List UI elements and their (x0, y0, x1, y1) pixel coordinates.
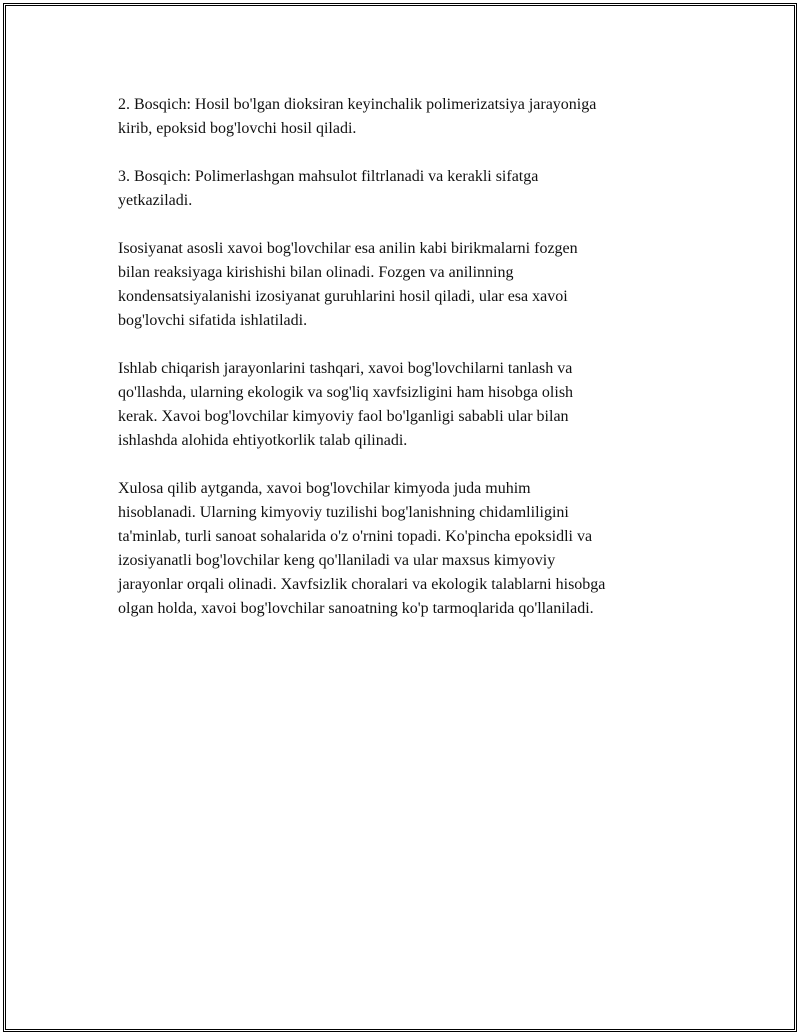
text-line: Isosiyanat asosli xavoi bog'lovchilar esa anilin kabi birikmalarni fozgen (118, 240, 578, 257)
paragraph-step-3 (118, 165, 678, 213)
text-line: olgan holda, xavoi bog'lovchilar sanoatning ko'p tarmoqlarida qo'llaniladi. (118, 600, 594, 617)
text-line: yetkaziladi. (118, 192, 193, 209)
document-body (118, 93, 678, 645)
paragraph-conclusion (118, 477, 678, 621)
text-line: hisoblanadi. Ularning kimyoviy tuzilishi bog'lanishning chidamliligini (118, 504, 569, 521)
text-line: qo'llashda, ularning ekologik va sog'liq xavfsizligini ham hisobga olish (118, 384, 574, 401)
text-line: 3. Bosqich: Polimerlashgan mahsulot filtrlanadi va kerakli sifatga (118, 168, 539, 185)
paragraph-isocyanate (118, 237, 678, 333)
text-line: 2. Bosqich: Hosil bo'lgan dioksiran keyinchalik polimerizatsiya jarayoniga (118, 96, 597, 113)
text-line: ishlashda alohida ehtiyotkorlik talab qilinadi. (118, 432, 408, 449)
text-line: izosiyanatli bog'lovchilar keng qo'llaniladi va ular maxsus kimyoviy (118, 552, 556, 569)
text-line: kirib, epoksid bog'lovchi hosil qiladi. (118, 120, 357, 137)
text-line: kondensatsiyalanishi izosiyanat guruhlarini hosil qiladi, ular esa xavoi (118, 288, 568, 305)
text-line: jarayonlar orqali olinadi. Xavfsizlik choralari va ekologik talablarni hisobga (118, 576, 606, 593)
paragraph-step-2 (118, 93, 678, 141)
text-line: bog'lovchi sifatida ishlatiladi. (118, 312, 308, 329)
text-line: ta'minlab, turli sanoat sohalarida o'z o'rnini topadi. Ko'pincha epoksidli va (118, 528, 593, 545)
text-line: kerak. Xavoi bog'lovchilar kimyoviy faol bo'lganligi sababli ular bilan (118, 408, 569, 425)
text-line: Xulosa qilib aytganda, xavoi bog'lovchilar kimyoda juda muhim (118, 480, 531, 497)
text-line: Ishlab chiqarish jarayonlarini tashqari, xavoi bog'lovchilarni tanlash va (118, 360, 573, 377)
text-line: bilan reaksiyaga kirishishi bilan olinadi. Fozgen va anilinning (118, 264, 514, 281)
paragraph-safety (118, 357, 678, 453)
